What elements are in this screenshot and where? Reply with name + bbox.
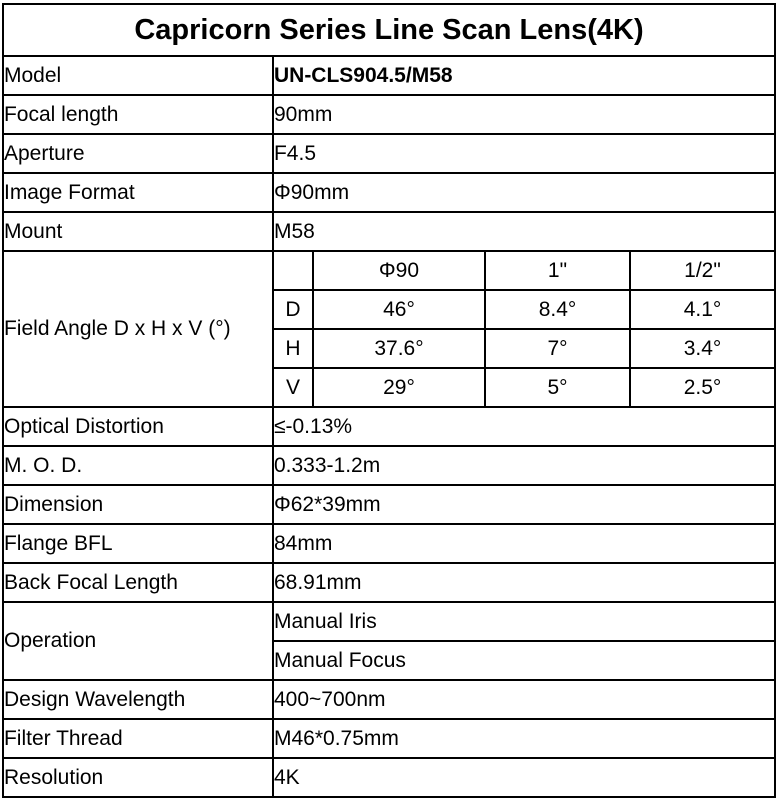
row-label-resolution: Resolution — [3, 758, 273, 797]
page-title: Capricorn Series Line Scan Lens(4K) — [3, 4, 775, 56]
row-value-dimension: Φ62*39mm — [273, 485, 775, 524]
field-angle-col-header-2: 1" — [485, 251, 630, 290]
field-angle-axis-d: D — [273, 290, 313, 329]
table-row — [3, 524, 775, 563]
spec-sheet — [0, 3, 778, 789]
table-row — [3, 446, 775, 485]
row-label-aperture: Aperture — [3, 134, 273, 173]
row-value-filter-thread: M46*0.75mm — [273, 719, 775, 758]
row-label-back-focal-length: Back Focal Length — [3, 563, 273, 602]
field-angle-v-half-in: 2.5° — [630, 368, 775, 407]
row-value-mount: M58 — [273, 212, 775, 251]
row-label-operation: Operation — [3, 602, 273, 680]
row-label-design-wavelength: Design Wavelength — [3, 680, 273, 719]
table-row — [3, 563, 775, 602]
row-label-model: Model — [3, 56, 273, 95]
row-value-operation-iris: Manual Iris — [273, 602, 775, 641]
row-value-design-wavelength: 400~700nm — [273, 680, 775, 719]
row-value-optical-distortion: ≤-0.13% — [273, 407, 775, 446]
table-row — [3, 212, 775, 251]
row-value-flange-bfl: 84mm — [273, 524, 775, 563]
row-value-operation-focus: Manual Focus — [273, 641, 775, 680]
row-value-mod: 0.333-1.2m — [273, 446, 775, 485]
row-value-model: UN-CLS904.5/M58 — [273, 56, 775, 95]
field-angle-header-row — [3, 251, 775, 290]
table-row — [3, 173, 775, 212]
row-value-aperture: F4.5 — [273, 134, 775, 173]
field-angle-col-header-3: 1/2" — [630, 251, 775, 290]
field-angle-d-phi90: 46° — [313, 290, 485, 329]
row-label-filter-thread: Filter Thread — [3, 719, 273, 758]
field-angle-h-half-in: 3.4° — [630, 329, 775, 368]
field-angle-axis-v: V — [273, 368, 313, 407]
row-label-image-format: Image Format — [3, 173, 273, 212]
table-row — [3, 134, 775, 173]
table-row — [3, 95, 775, 134]
row-label-mount: Mount — [3, 212, 273, 251]
row-label-dimension: Dimension — [3, 485, 273, 524]
field-angle-corner-cell — [273, 251, 313, 290]
row-value-image-format: Φ90mm — [273, 173, 775, 212]
table-row — [3, 758, 775, 797]
field-angle-v-1in: 5° — [485, 368, 630, 407]
field-angle-v-phi90: 29° — [313, 368, 485, 407]
specification-table — [2, 3, 776, 798]
row-value-focal-length: 90mm — [273, 95, 775, 134]
table-row — [3, 56, 775, 95]
table-row — [3, 719, 775, 758]
row-label-focal-length: Focal length — [3, 95, 273, 134]
field-angle-h-phi90: 37.6° — [313, 329, 485, 368]
field-angle-h-1in: 7° — [485, 329, 630, 368]
table-row — [3, 485, 775, 524]
row-label-field-angle: Field Angle D x H x V (°) — [3, 251, 273, 407]
row-label-flange-bfl: Flange BFL — [3, 524, 273, 563]
field-angle-col-header-1: Φ90 — [313, 251, 485, 290]
table-title-row — [3, 4, 775, 56]
table-row — [3, 680, 775, 719]
field-angle-d-half-in: 4.1° — [630, 290, 775, 329]
row-value-back-focal-length: 68.91mm — [273, 563, 775, 602]
row-label-optical-distortion: Optical Distortion — [3, 407, 273, 446]
field-angle-axis-h: H — [273, 329, 313, 368]
operation-row-1 — [3, 602, 775, 641]
row-value-resolution: 4K — [273, 758, 775, 797]
row-label-mod: M. O. D. — [3, 446, 273, 485]
table-row — [3, 407, 775, 446]
field-angle-d-1in: 8.4° — [485, 290, 630, 329]
